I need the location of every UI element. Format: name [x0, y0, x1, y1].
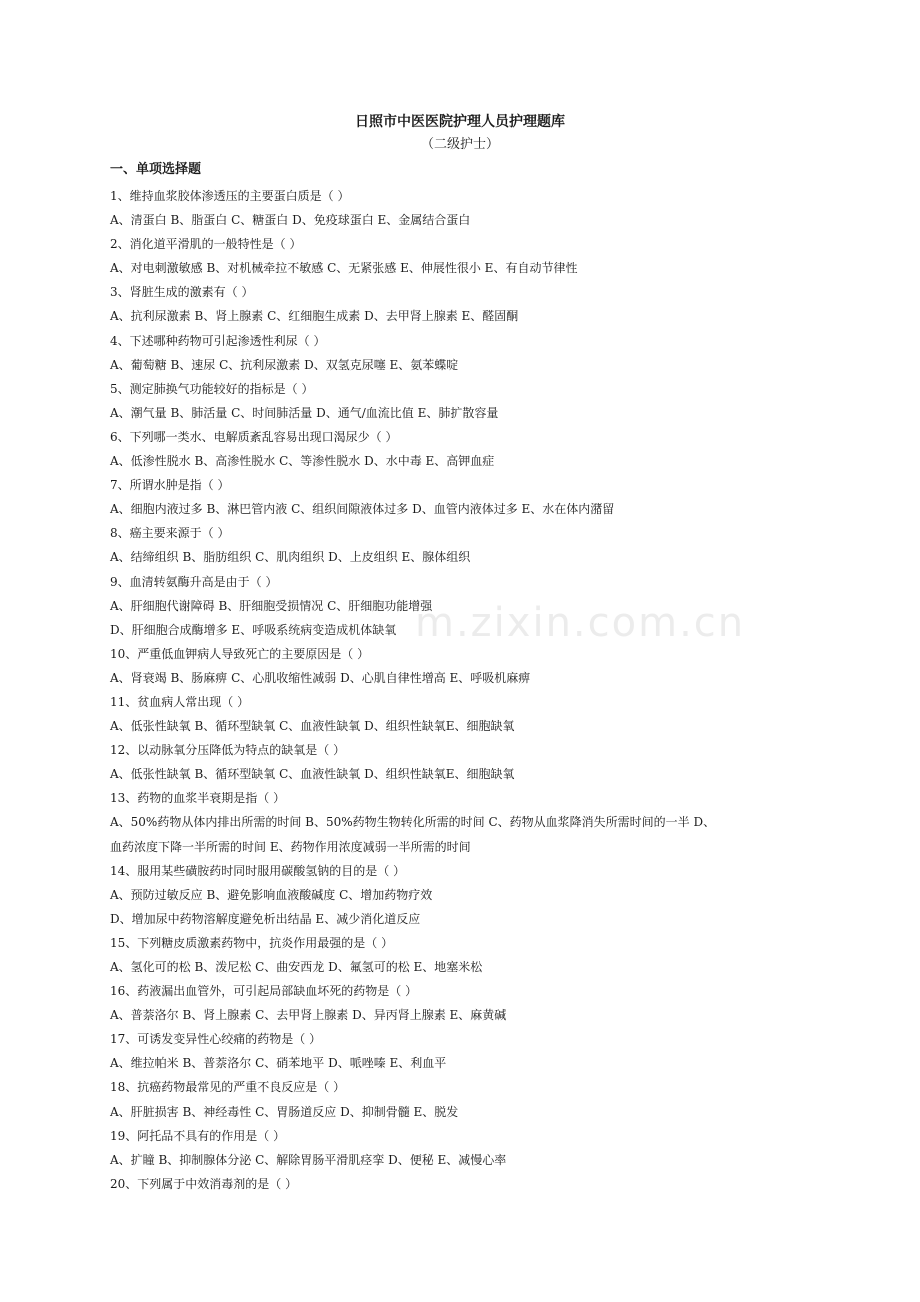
- question-line: 9、血清转氨酶升高是由于（ ）: [110, 574, 278, 589]
- question-line: 19、阿托品不具有的作用是（ ）: [110, 1128, 286, 1143]
- question-line: 16、药液漏出血管外，可引起局部缺血坏死的药物是（ ）: [110, 984, 418, 999]
- question-line: 2、消化道平滑肌的一般特性是（ ）: [110, 237, 302, 252]
- answer-options-line: A、50%药物从体内排出所需的时间 B、50%药物生物转化所需的时间 C、药物从血浆降消失所需时间的一半 D、: [110, 815, 716, 830]
- answer-options-line: A、抗利尿激素 B、肾上腺素 C、红细胞生成素 D、去甲肾上腺素 E、醛固酮: [110, 309, 519, 324]
- answer-options-line: A、结缔组织 B、脂肪组织 C、肌肉组织 D、上皮组织 E、腺体组织: [110, 550, 471, 565]
- answer-options-line: A、低张性缺氧 B、循环型缺氧 C、血液性缺氧 D、组织性缺氧E、细胞缺氧: [110, 719, 515, 734]
- question-line: 5、测定肺换气功能较好的指标是（ ）: [110, 381, 314, 396]
- question-line: 7、所谓水肿是指（ ）: [110, 478, 230, 493]
- question-line: 13、药物的血浆半衰期是指（ ）: [110, 791, 286, 806]
- question-line: 3、肾脏生成的激素有（ ）: [110, 285, 254, 300]
- answer-options-line: A、对电刺激敏感 B、对机械牵拉不敏感 C、无紧张感 E、伸展性很小 E、有自动节律性: [110, 261, 578, 276]
- answer-options-line: A、葡萄糖 B、速尿 C、抗利尿激素 D、双氢克尿噻 E、氨苯蝶啶: [110, 357, 459, 372]
- question-line: 12、以动脉氧分压降低为特点的缺氧是（ ）: [110, 743, 346, 758]
- question-line: 20、下列属于中效消毒剂的是（ ）: [110, 1176, 298, 1191]
- question-line: 11、贫血病人常出现（ ）: [110, 694, 250, 709]
- question-line: 18、抗癌药物最常见的严重不良反应是（ ）: [110, 1080, 346, 1095]
- answer-options-line: D、肝细胞合成酶增多 E、呼吸系统病变造成机体缺氧: [110, 622, 397, 637]
- question-line: 14、服用某些磺胺药时同时服用碳酸氢钠的目的是（ ）: [110, 863, 406, 878]
- answer-options-line: 血药浓度下降一半所需的时间 E、药物作用浓度减弱一半所需的时间: [110, 839, 471, 854]
- answer-options-line: A、肝脏损害 B、神经毒性 C、胃肠道反应 D、抑制骨髓 E、脱发: [110, 1104, 459, 1119]
- answer-options-line: A、普萘洛尔 B、肾上腺素 C、去甲肾上腺素 D、异丙肾上腺素 E、麻黄碱: [110, 1008, 507, 1023]
- document-title: 日照市中医医院护理人员护理题库: [355, 114, 565, 130]
- question-line: 8、癌主要来源于（ ）: [110, 526, 230, 541]
- answer-options-line: A、扩瞳 B、抑制腺体分泌 C、解除胃肠平滑肌痉挛 D、便秘 E、减慢心率: [110, 1152, 507, 1167]
- question-line: 1、维持血浆胶体渗透压的主要蛋白质是（ ）: [110, 189, 350, 203]
- answer-options-line: A、氢化可的松 B、泼尼松 C、曲安西龙 D、氟氢可的松 E、地塞米松: [110, 960, 483, 974]
- answer-options-line: A、维拉帕米 B、普萘洛尔 C、硝苯地平 D、哌唑嗪 E、利血平: [110, 1056, 447, 1071]
- question-line: 17、可诱发变异性心绞痛的药物是（ ）: [110, 1032, 322, 1047]
- answer-options-line: A、低渗性脱水 B、高渗性脱水 C、等渗性脱水 D、水中毒 E、高钾血症: [110, 454, 495, 469]
- answer-options-line: D、增加尿中药物溶解度避免析出结晶 E、减少消化道反应: [110, 911, 421, 926]
- section-heading: 一、单项选择题: [110, 162, 202, 177]
- answer-options-line: A、清蛋白 B、脂蛋白 C、糖蛋白 D、免疫球蛋白 E、金属结合蛋白: [110, 213, 471, 228]
- question-line: 6、下列哪一类水、电解质紊乱容易出现口渴尿少（ ）: [110, 429, 398, 444]
- question-line: 15、下列糖皮质激素药物中，抗炎作用最强的是（ ）: [110, 935, 394, 950]
- question-line: 4、下述哪种药物可引起渗透性利尿（ ）: [110, 333, 326, 348]
- answer-options-line: A、肾衰竭 B、肠麻痹 C、心肌收缩性减弱 D、心肌自律性增高 E、呼吸机麻痹: [110, 670, 531, 685]
- question-line: 10、严重低血钾病人导致死亡的主要原因是（ ）: [110, 646, 370, 661]
- document-subtitle: （二级护士）: [420, 137, 499, 152]
- answer-options-line: A、肝细胞代谢障碍 B、肝细胞受损情况 C、肝细胞功能增强: [110, 598, 433, 613]
- answer-options-line: A、预防过敏反应 B、避免影响血液酸碱度 C、增加药物疗效: [110, 887, 433, 902]
- question-list: [110, 184, 820, 1196]
- answer-options-line: A、潮气量 B、肺活量 C、时间肺活量 D、通气/血流比值 E、肺扩散容量: [110, 405, 499, 420]
- answer-options-line: A、低张性缺氧 B、循环型缺氧 C、血液性缺氧 D、组织性缺氧E、细胞缺氧: [110, 767, 515, 782]
- answer-options-line: A、细胞内液过多 B、淋巴管内液 C、组织间隙液体过多 D、血管内液体过多 E、水在体内潴留: [110, 502, 615, 517]
- watermark: m.zixin.com.cn: [415, 600, 746, 646]
